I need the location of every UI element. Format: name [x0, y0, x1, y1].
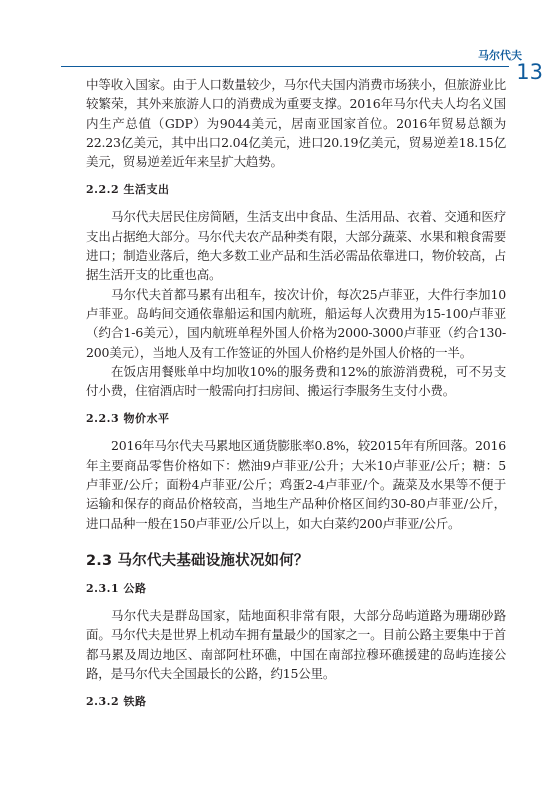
- page-body: [86, 75, 506, 719]
- section-title-infrastructure: 2.3 马尔代夫基础设施状况如何？: [86, 552, 309, 569]
- subheading-living-expenses: 2.2.2 生活支出: [86, 183, 170, 197]
- page-number: 13: [516, 60, 543, 84]
- subheading-railways: 2.3.2 铁路: [86, 695, 147, 709]
- paragraph-price-level: 2016年马尔代夫马累地区通货膨胀率0.8%，较2015年有所回落。2016年主要商品零售价格如下：燃油9卢菲亚/公升；大米10卢菲亚/公斤；糖：5卢菲亚/公斤；面粉4卢菲亚/公斤；鸡蛋2-4卢菲亚/个。蔬菜及水果等不便于运输和保存的商品价格较高，当地生产品种价格区间约30-80卢菲亚/公斤，进口品种一般在150卢菲亚/公斤以上，如大白菜约200卢菲亚/公斤。: [86, 438, 506, 531]
- subheading-price-level: 2.2.3 物价水平: [86, 412, 170, 426]
- paragraph-living-expenses-1: 马尔代夫居民住房简陋，生活支出中食品、生活用品、衣着、交通和医疗支出占据绝大部分。马尔代夫农产品种类有限，大部分蔬菜、水果和粮食需要进口；制造业落后，绝大多数工业产品和生活必需品依靠进口，物价较高，占据生活开支的比重也高。: [86, 209, 506, 283]
- paragraph-living-expenses-2: 马尔代夫首都马累有出租车，按次计价，每次25卢菲亚，大件行李加10卢菲亚。岛屿间交通依靠船运和国内航班，船运每人次费用为15-100卢菲亚（约合1-6美元），国内航班单程外国人价格为2000-3000卢菲亚（约合130-200美元），当地人及有工作签证的外国人价格约是外国人价格的一半。: [86, 286, 506, 360]
- subheading-roads: 2.3.1 公路: [86, 581, 147, 595]
- paragraph-roads: 马尔代夫是群岛国家，陆地面积非常有限，大部分岛屿道路为珊瑚砂路面。马尔代夫是世界上机动车拥有量最少的国家之一。目前公路主要集中于首都马累及周边地区、南部阿杜环礁，中国在南部拉穆环礁援建的岛屿连接公路，是马尔代夫全国最长的公路，约15公里。: [86, 607, 506, 681]
- paragraph-living-expenses-3: 在饭店用餐账单中均加收10%的服务费和12%的旅游消费税，可不另支付小费，住宿酒店时一般需向打扫房间、搬运行李服务生支付小费。: [86, 363, 506, 399]
- running-header-title: 马尔代夫: [478, 49, 522, 62]
- paragraph-intro: 中等收入国家。由于人口数量较少，马尔代夫国内消费市场狭小，但旅游业比较繁荣，其外来旅游人口的消费成为重要支撑。2016年马尔代夫人均名义国内生产总值（GDP）为9044美元，居南亚国家首位。2016年贸易总额为22.23亿美元，其中出口2.04亿美元，进口20.19亿美元，贸易逆差18.15亿美元，贸易逆差近年来呈扩大趋势。: [86, 77, 506, 170]
- header-rule: [61, 66, 509, 67]
